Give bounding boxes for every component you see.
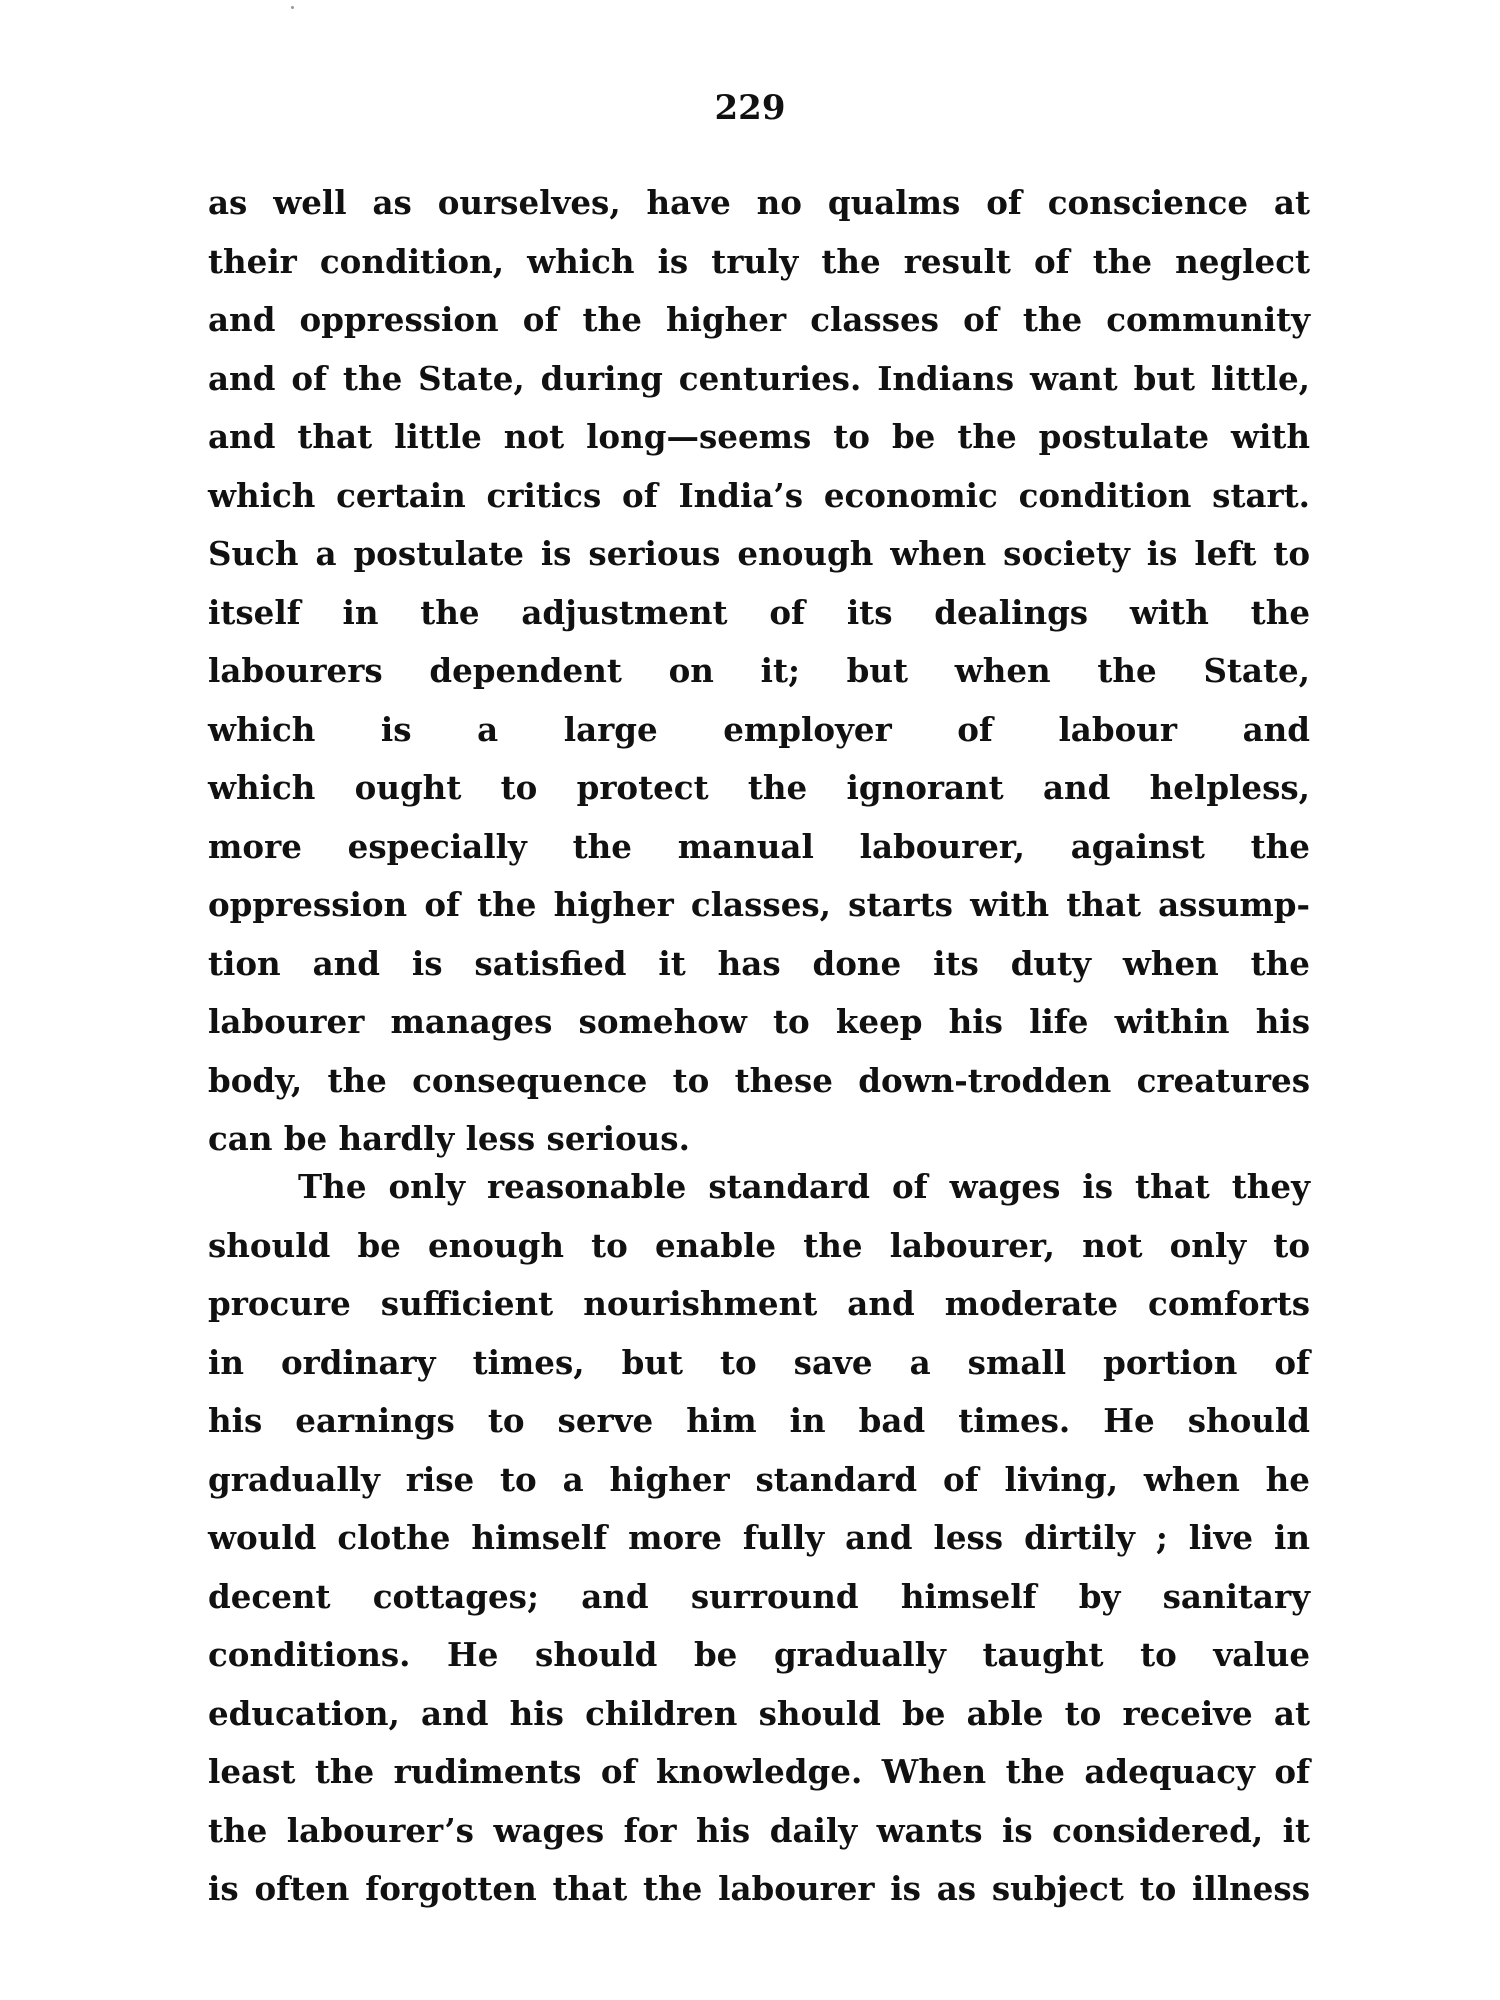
scan-speck [291, 6, 294, 9]
text-line: which certain critics of India’s economic condition start. [208, 475, 1310, 515]
text-line: The only reasonable standard of wages is that they [298, 1167, 1310, 1206]
text-line: as well as ourselves, have no qualms of conscience at [208, 183, 1310, 222]
text-line: education, and his children should be able to receive at [208, 1693, 1310, 1733]
text-line: tion and is satisfied it has done its duty when the [208, 943, 1310, 983]
paragraph-2 [208, 1158, 1310, 1919]
text-line: can be hardly less serious. [208, 1119, 690, 1158]
text-line: conditions. He should be gradually taught to value [208, 1635, 1310, 1674]
text-line: body, the consequence to these down-trodden creatures [208, 1060, 1310, 1100]
text-line: itself in the adjustment of its dealings with the [208, 592, 1310, 632]
text-line: and that little not long—seems to be the postulate with [208, 417, 1310, 456]
text-line: should be enough to enable the labourer, not only to [208, 1225, 1310, 1265]
text-line: least the rudiments of knowledge. When the adequacy of [208, 1752, 1310, 1791]
text-line: oppression of the higher classes, starts with that assump- [208, 885, 1310, 924]
text-line: and oppression of the higher classes of the community [208, 300, 1310, 339]
text-line: more especially the manual labourer, against the [208, 826, 1310, 866]
paragraph-1 [208, 174, 1310, 1169]
text-line: gradually rise to a higher standard of living, when he [208, 1459, 1310, 1499]
text-line: the labourer’s wages for his daily wants is considered, it [208, 1810, 1310, 1850]
text-line: labourers dependent on it; but when the State, [208, 651, 1310, 690]
text-line: labourer manages somehow to keep his life within his [208, 1002, 1310, 1041]
text-line: would clothe himself more fully and less dirtily ; live in [208, 1518, 1310, 1557]
text-line: and of the State, during centuries. Indians want but little, [208, 358, 1310, 398]
text-line: in ordinary times, but to save a small portion of [208, 1342, 1310, 1382]
text-line: which is a large employer of labour and [208, 709, 1310, 749]
text-line: Such a postulate is serious enough when society is left to [208, 534, 1310, 573]
text-line: his earnings to serve him in bad times. He should [208, 1401, 1310, 1440]
page-number: 229 [714, 88, 786, 128]
text-line: their condition, which is truly the result of the neglect [208, 241, 1310, 281]
text-line: is often forgotten that the labourer is as subject to illness [208, 1869, 1310, 1908]
text-line: decent cottages; and surround himself by sanitary [208, 1576, 1310, 1616]
text-line: procure sufficient nourishment and moderate comforts [208, 1284, 1310, 1323]
text-line: which ought to protect the ignorant and helpless, [208, 768, 1310, 807]
